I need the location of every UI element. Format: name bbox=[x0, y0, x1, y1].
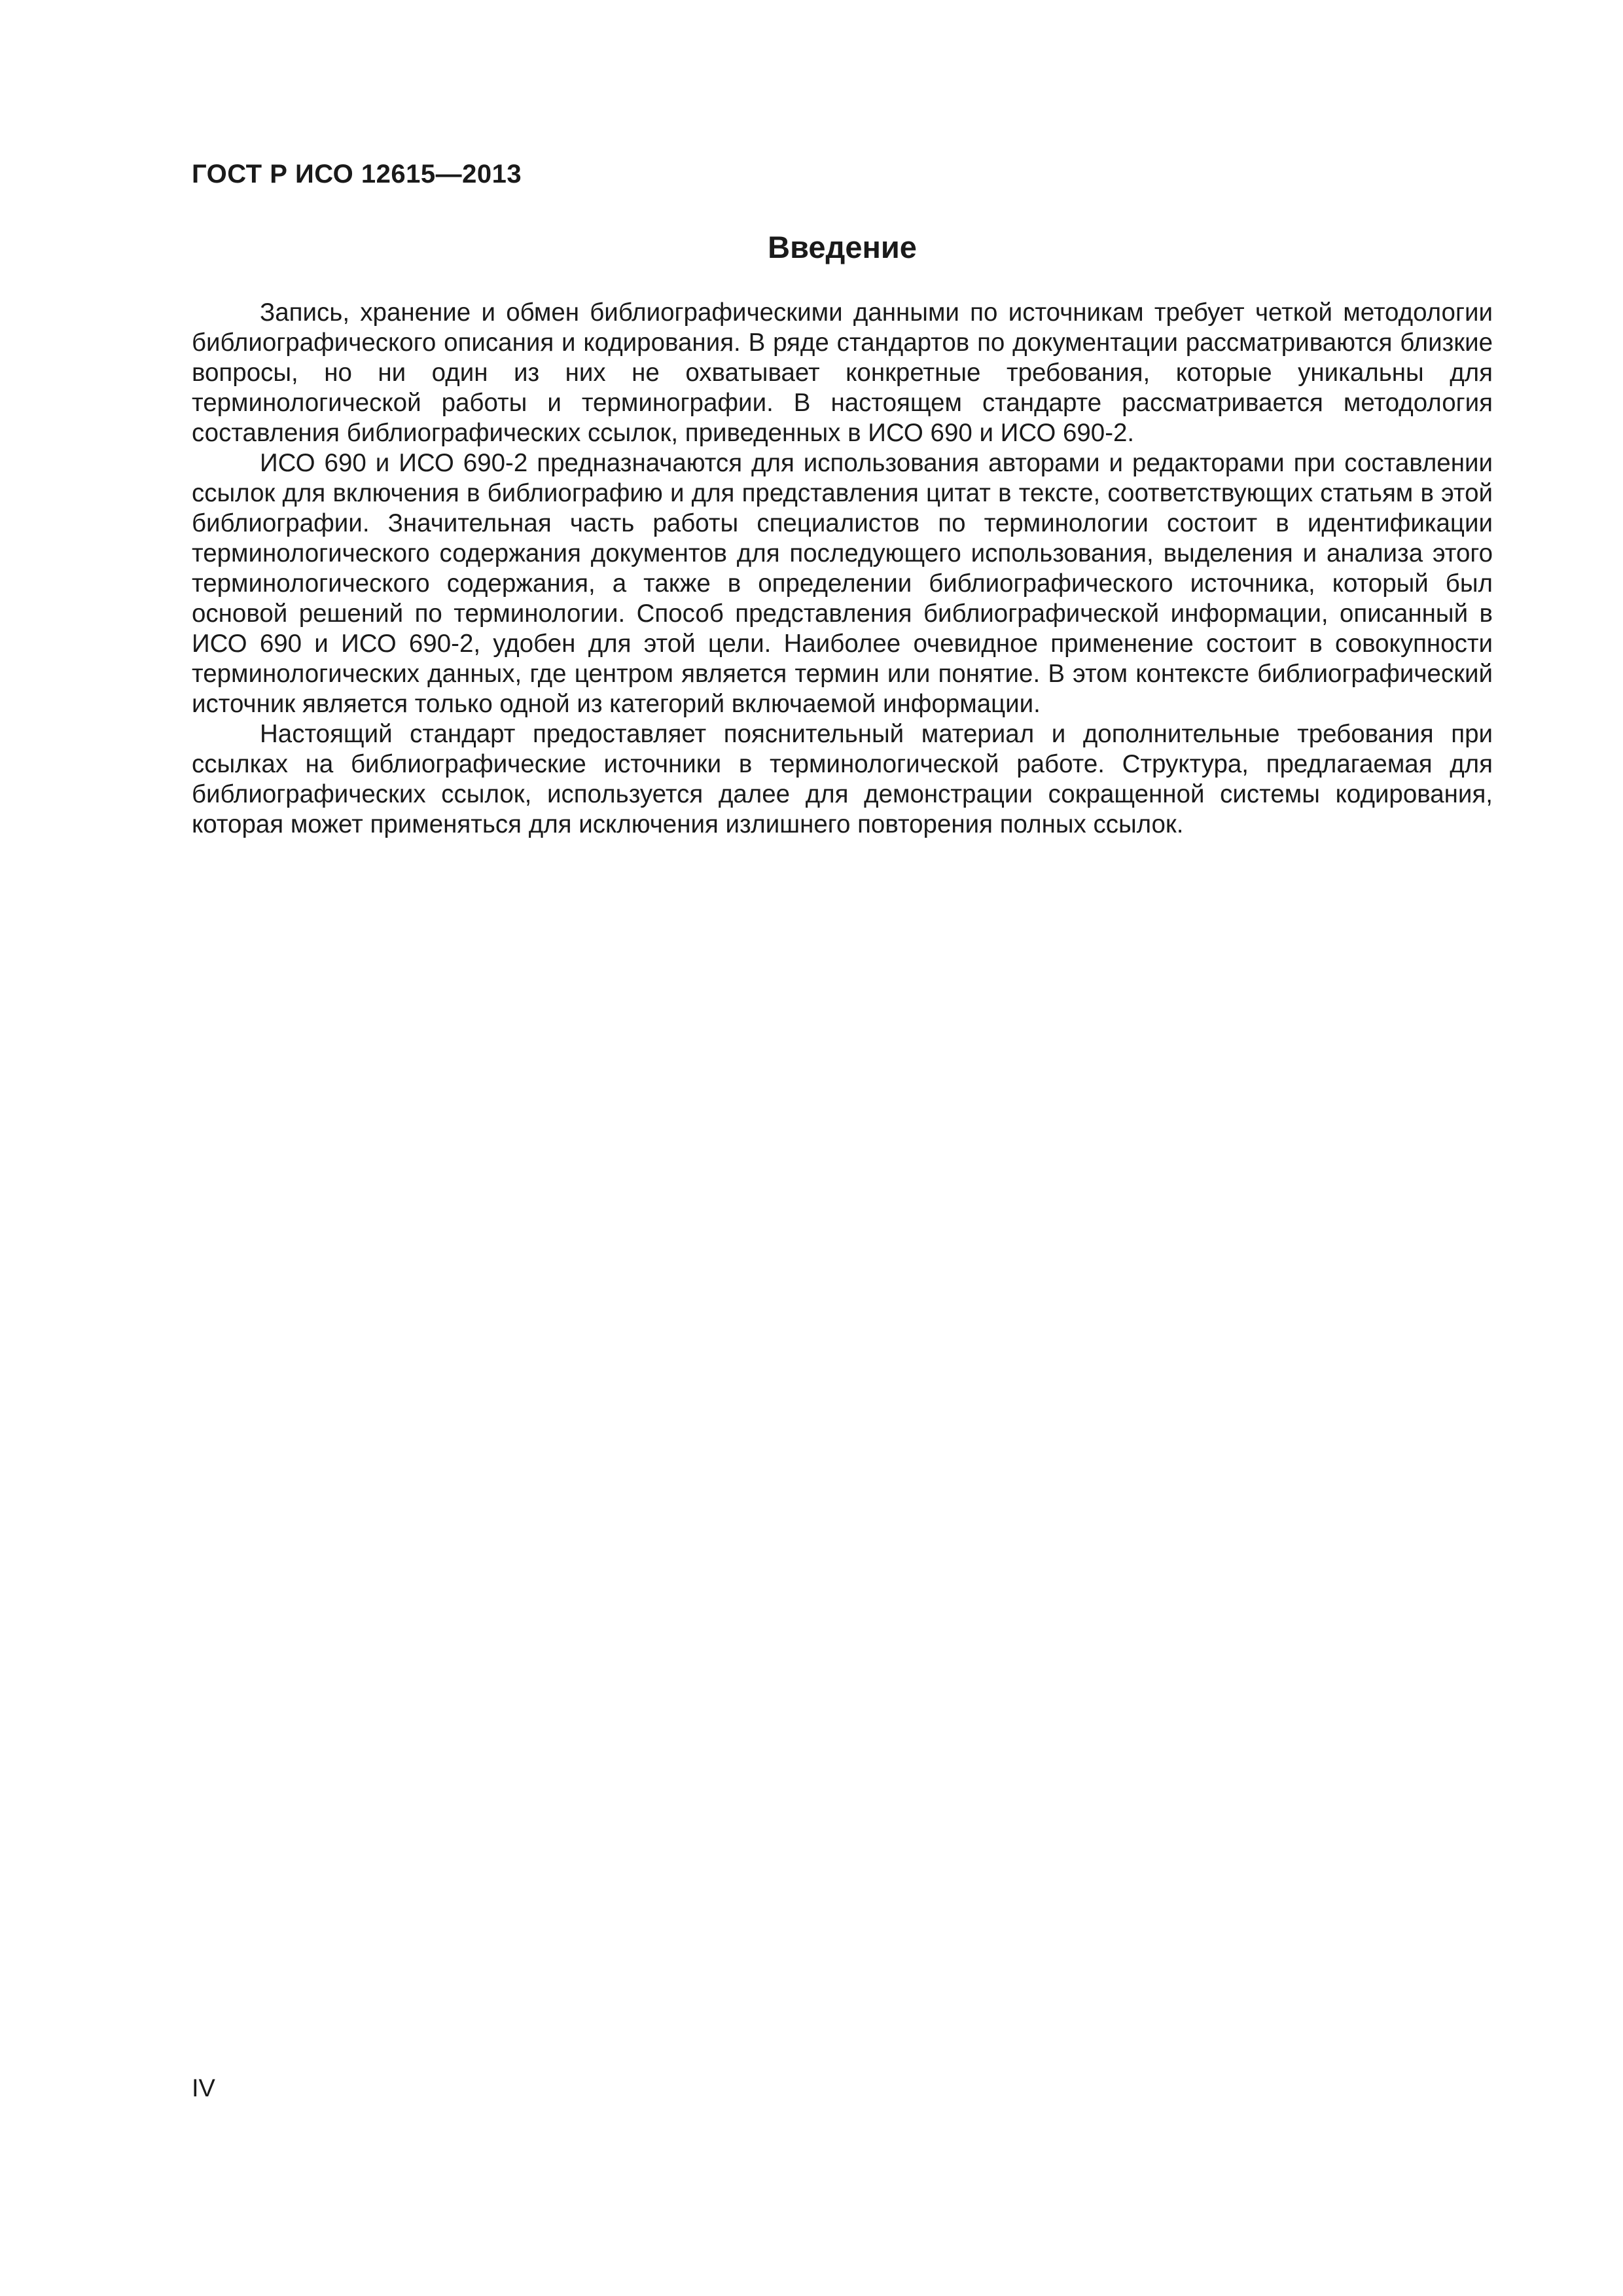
page-number: IV bbox=[192, 2075, 215, 2102]
paragraph-2: ИСО 690 и ИСО 690-2 предназначаются для использования авторами и редакторами при составлении ссылок для включения в библиографию и для представления цитат в тексте, соответствующих статьям в этой библиографии. Значительная часть работы специалистов по терминологии состоит в идентификации терминологического содержания документов для последующего использования, выделения и анализа этого терминологического содержания, а также в определении библиографического источника, который был основой решений по терминологии. Способ представления библиографической информации, описанный в ИСО 690 и ИСО 690-2, удобен для этой цели. Наиболее очевидное применение состоит в совокупности терминологических данных, где центром является термин или понятие. В этом контексте библиографический источник является только одной из категорий включаемой информации. bbox=[192, 449, 1493, 718]
section-title: Введение bbox=[768, 230, 917, 264]
paragraph-3: Настоящий стандарт предоставляет пояснительный материал и дополнительные требования при ссылках на библиографические источники в терминологической работе. Структура, предлагаемая для библиографических ссылок, используется далее для демонстрации сокращенной системы кодирования, которая может применяться для исключения излишнего повторения полных ссылок. bbox=[192, 720, 1493, 838]
paragraph-1: Запись, хранение и обмен библиографическими данными по источникам требует четкой методологии библиографического описания и кодирования. В ряде стандартов по документации рассматриваются близкие вопросы, но ни один из них не охватывает конкретные требования, которые уникальны для терминологической работы и терминографии. В настоящем стандарте рассматривается методология составления библиографических ссылок, приведенных в ИСО 690 и ИСО 690-2. bbox=[192, 298, 1493, 447]
document-header: ГОСТ Р ИСО 12615—2013 bbox=[192, 160, 522, 188]
body-text bbox=[192, 298, 1493, 840]
